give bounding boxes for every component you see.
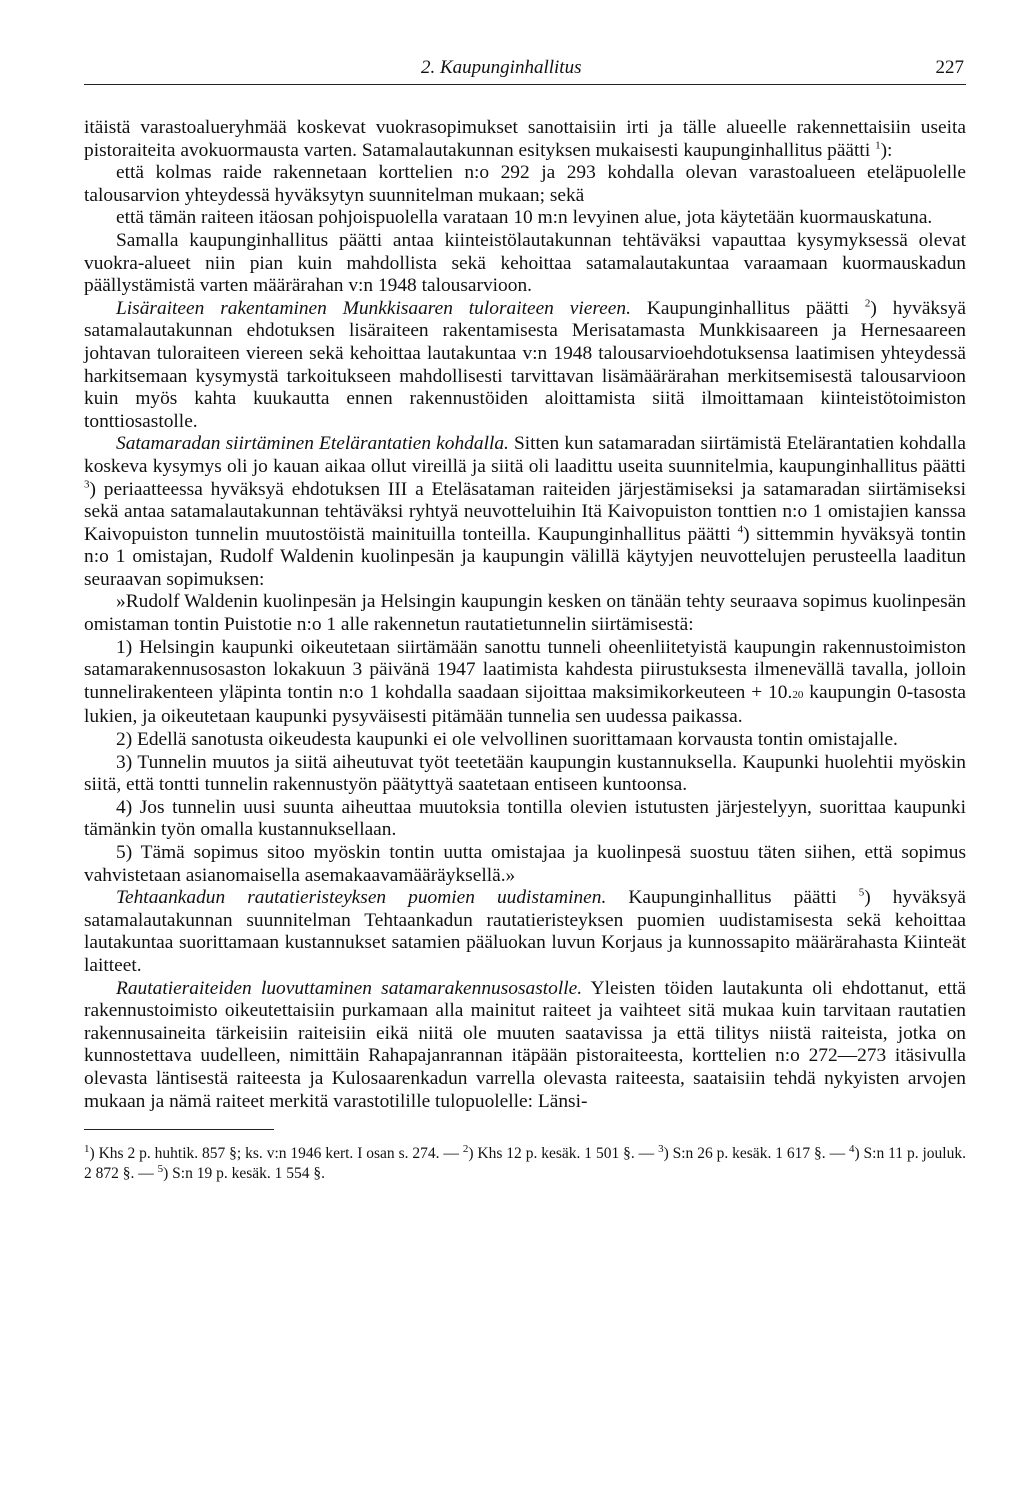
text: Yleisten töiden lautakunta oli ehdottanut, että rakennustoimisto oikeutettaisiin purkamaan alla mainitut raiteet ja vaihteet sitä mukaa kuin tarvitaan rautatien rakennusaineita tärkeisiin raiteisiin eikä niitä ole muuten saatavissa ja että tilitys niistä raiteista, jotka on kunnostettava uudelleen, nimittäin Rahapajanrannan itäpään pistoraiteesta, korttelien n:o 272—273 itäsivulla olevasta läntisestä raiteesta ja Kulosaarenkadun varrella olevasta raiteesta, saataisiin tehdä nykyisten arvojen mukaan ja nämä raiteet merkitä varastotilille tulopuolelle: Länsi- bbox=[84, 977, 967, 1112]
text: itäistä varastoalueryhmää koskevat vuokrasopimukset sanottaisiin irti ja tälle alueelle rakennettaisiin useita pistoraiteita avokuormausta varten. Satamalautakunnan esityksen mukaisesti kaupunginhallitus päätti bbox=[84, 117, 966, 161]
paragraph bbox=[84, 117, 966, 162]
paragraph bbox=[84, 978, 966, 1114]
page-number: 227 bbox=[935, 57, 964, 78]
footnote-ref: 2 bbox=[864, 297, 871, 310]
footnote-number: 5 bbox=[157, 1162, 164, 1175]
footnotes bbox=[84, 1144, 966, 1184]
text: 1) Helsingin kaupunki oikeutetaan siirtämään sanottu tunneli oheenliitetyistä kaupungin rakennustoimiston satamarakennusosaston lokakuun 3 päivänä 1947 laatimista kahdesta piirustuksesta ilmenevällä tavalla, jolloin tunnelirakenteen yläpinta tontin n:o 1 kohdalla saadaan sijoittaa maksimikorkeuteen + 10. bbox=[84, 636, 966, 703]
paragraph bbox=[84, 637, 966, 729]
body-text bbox=[84, 117, 966, 1113]
text: ) sittemmin hyväksyä tontin n:o 1 omistajan, Rudolf Waldenin kuolinpesän ja kaupungin välillä käytyjen neuvottelujen perusteella laaditun seuraavan sopimuksen: bbox=[84, 523, 966, 590]
text: ): bbox=[880, 139, 893, 161]
paragraph: Samalla kaupunginhallitus päätti antaa kiinteistölautakunnan tehtäväksi vapauttaa kysymyksessä olevat vuokra-alueet niin pian kuin mahdollista sekä kehoittaa satamalautakuntaa varaamaan kuormauskadun päällystämistä varten määrärahan v:n 1948 talousarvioon. bbox=[84, 229, 966, 297]
text: kaupungin 0-tasosta lukien, ja oikeutetaan kaupunki pysyväisesti pitämään tunnelia sen uudessa paikassa. bbox=[84, 681, 966, 728]
footnote: ) S:n 11 p. jouluk. 2 872 §. — bbox=[84, 1145, 966, 1183]
section-heading: Rautatieraiteiden luovuttaminen satamarakennusosastolle. bbox=[116, 977, 583, 999]
section-heading: Tehtaankadun rautatieristeyksen puomien uudistaminen. bbox=[116, 887, 607, 909]
paragraph bbox=[84, 298, 966, 434]
footnote-ref: 5 bbox=[858, 886, 865, 899]
footnote-ref: 3 bbox=[84, 478, 90, 491]
paragraph: »Rudolf Waldenin kuolinpesän ja Helsingin kaupungin kesken on tänään tehty seuraava sopimus kuolinpesän omistaman tontin Puistotie n:o 1 alle rakennetun rautatietunnelin siirtämisestä: bbox=[84, 591, 966, 636]
page bbox=[84, 50, 966, 1184]
text: Kaupunginhallitus päätti bbox=[628, 887, 837, 909]
footnote: ) Khs 2 p. huhtik. 857 §; ks. v:n 1946 kert. I osan s. 274. — bbox=[89, 1145, 459, 1163]
text: ) hyväksyä satamalautakunnan ehdotuksen lisäraiteen rakentamisesta Merisatamasta Munkkisaareen ja Hernesaareen johtavan tuloraiteen viereen sekä kehoittaa lautakuntaa v:n 1948 talousarvioehdotuksensa laatimisen yhteydessä harkitsemaan kysymystä tarkoitukseen mahdollisesti tarvittavan lisämäärärahan merkitsemisestä talousarvioon kuin myös kahta kuukautta ennen rakennustöiden aloittamista siitä ilmoittamaan kiinteistötoimiston tonttiosastolle. bbox=[84, 297, 966, 432]
footnote: ) S:n 19 p. kesäk. 1 554 §. bbox=[163, 1165, 326, 1183]
footnote-divider bbox=[84, 1129, 274, 1130]
footnote: ) S:n 26 p. kesäk. 1 617 §. — bbox=[663, 1145, 846, 1163]
text: Sitten kun satamaradan siirtämistä Etelärantatien kohdalla koskeva kysymys oli jo kauan aikaa ollut vireillä ja siitä oli laadittu useita suunnitelmia, kaupunginhallitus päätti bbox=[84, 433, 966, 477]
footnote-ref: 1 bbox=[875, 139, 881, 152]
footnote-ref: 4 bbox=[737, 523, 744, 536]
paragraph: 3) Tunnelin muutos ja siitä aiheutuvat työt teetetään kaupungin kustannuksella. Kaupunki huolehtii myöskin siitä, että tontti tunnelin rakennustyön päätyttyä saatetaan entiseen kuntoonsa. bbox=[84, 751, 966, 796]
text: ) hyväksyä satamalautakunnan suunnitelman Tehtaankadun rautatieristeyksen puomien uudistamisesta sekä kehoittaa lautakuntaa suorittamaan kustannukset satamien pääluokan luvun Korjaus ja kunnossapito määrärahasta Kiinteät laitteet. bbox=[84, 887, 966, 976]
text: Kaupunginhallitus päätti bbox=[646, 297, 850, 319]
paragraph: että tämän raiteen itäosan pohjoispuolella varataan 10 m:n levyinen alue, jota käytetään kuormauskatuna. bbox=[116, 207, 933, 229]
footnote-number: 4 bbox=[848, 1142, 855, 1155]
paragraph bbox=[84, 887, 966, 977]
footnote-number: 1 bbox=[84, 1142, 90, 1155]
section-heading: Lisäraiteen rakentaminen Munkkisaaren tuloraiteen viereen. bbox=[116, 297, 631, 319]
paragraph: 2) Edellä sanotusta oikeudesta kaupunki ei ole velvollinen suorittamaan korvausta tontin omistajalle. bbox=[116, 729, 898, 751]
footnote: ) Khs 12 p. kesäk. 1 501 §. — bbox=[468, 1145, 655, 1163]
text: ) periaatteessa hyväksyä ehdotuksen III a Eteläsataman raiteiden järjestämiseksi ja satamaradan siirtämiseksi sekä antaa satamalautakunnan tehtäväksi ryhtyä neuvotteluihin Itä Kaivopuiston tonttien n:o 1 omistajien kanssa Kaivopuiston tunnelin muutostöistä mainituilla tonteilla. Kaupunginhallitus päätti bbox=[84, 478, 966, 545]
section-title: 2. Kaupunginhallitus bbox=[421, 57, 582, 78]
paragraph bbox=[84, 433, 966, 591]
paragraph: 5) Tämä sopimus sitoo myöskin tontin uutta omistajaa ja kuolinpesä suostuu täten siihen, että sopimus vahvistetaan asianomaisella asemakaavamääräyksellä.» bbox=[84, 842, 966, 886]
footnote-number: 2 bbox=[462, 1142, 469, 1155]
running-header bbox=[84, 50, 966, 85]
footnote-number: 3 bbox=[658, 1142, 664, 1155]
paragraph: 4) Jos tunnelin uusi suunta aiheuttaa muutoksia tontilla olevien istutusten järjestelyyn, suorittaa kaupunki tämänkin työn omalla kustannuksellaan. bbox=[84, 796, 966, 841]
paragraph: että kolmas raide rakennetaan korttelien n:o 292 ja 293 kohdalla olevan varastoalueen eteläpuolelle talousarvion yhteydessä hyväksytyn suunnitelman mukaan; sekä bbox=[84, 162, 966, 206]
section-heading: Satamaradan siirtäminen Etelärantatien kohdalla. bbox=[116, 433, 509, 455]
decimal-subscript: 20 bbox=[792, 688, 804, 701]
